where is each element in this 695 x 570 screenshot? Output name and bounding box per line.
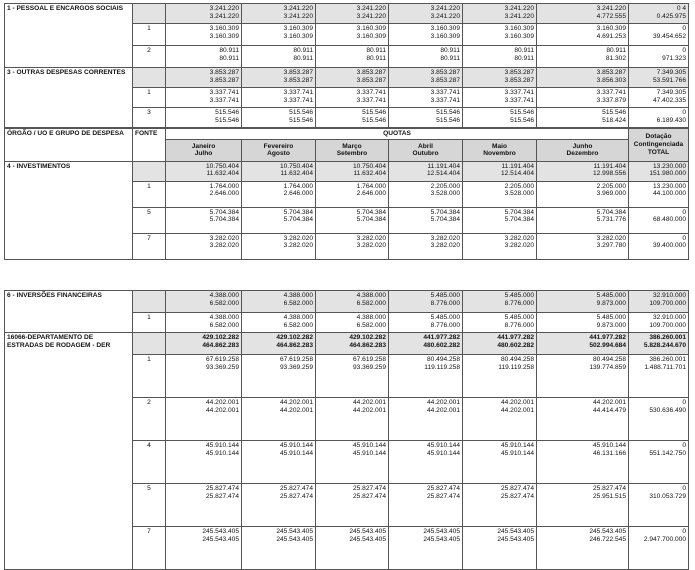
source-cell: 4 <box>133 441 166 484</box>
source-cell: 1 <box>133 24 166 46</box>
value-cell: 45.910.144 45.910.144 <box>166 441 242 484</box>
header-month: Janeiro Julho <box>166 139 242 161</box>
value-cell: 245.543.405 245.543.405 <box>316 527 389 570</box>
header-row-1 <box>5 129 689 140</box>
source-cell: 2 <box>133 398 166 441</box>
value-cell: 3.241.220 3.241.220 <box>389 4 463 24</box>
value-cell: 67.619.258 93.369.259 <box>242 355 316 398</box>
value-cell: 441.977.282 480.602.282 <box>389 333 463 355</box>
value-cell: 3.853.287 3.853.287 <box>166 68 242 88</box>
value-cell: 0 310.053.729 <box>629 484 689 527</box>
source-cell: 3 <box>133 108 166 128</box>
source-cell: 7 <box>133 527 166 570</box>
group-label: 1 - PESSOAL E ENCARGOS SOCIAIS <box>5 4 133 68</box>
source-cell: 1 <box>133 355 166 398</box>
value-cell: 515.546 518.424 <box>537 108 629 128</box>
source-cell: 5 <box>133 207 166 233</box>
value-cell: 3.853.287 3.853.287 <box>316 68 389 88</box>
value-cell: 80.494.258 139.774.859 <box>537 355 629 398</box>
value-cell: 245.543.405 245.543.405 <box>389 527 463 570</box>
value-cell: 245.543.405 245.543.405 <box>242 527 316 570</box>
budget-table-bottom <box>4 290 689 570</box>
budget-table-middle <box>4 128 689 260</box>
value-cell: 515.546 515.546 <box>463 108 537 128</box>
value-cell: 25.827.474 25.827.474 <box>166 484 242 527</box>
value-cell: 2.205.000 3.969.000 <box>537 181 629 207</box>
source-cell: 1 <box>133 88 166 108</box>
group-label: 4 - INVESTIMENTOS <box>5 161 133 259</box>
value-cell: 32.910.000 109.700.000 <box>629 291 689 313</box>
value-cell: 0 68.480.000 <box>629 207 689 233</box>
group-label: 16066-DEPARTAMENTO DE ESTRADAS DE RODAGEM - DER <box>5 333 133 570</box>
value-cell: 32.910.000 109.700.000 <box>629 313 689 333</box>
group-total-row <box>5 68 689 88</box>
value-cell: 0 2.947.700.000 <box>629 527 689 570</box>
value-cell: 80.911 80.911 <box>316 46 389 68</box>
value-cell: 45.910.144 45.910.144 <box>316 441 389 484</box>
header-orgao: ÓRGÃO / UO E GRUPO DE DESPESA <box>5 129 133 162</box>
value-cell: 80.911 80.911 <box>463 46 537 68</box>
value-cell: 3.282.020 3.282.020 <box>316 233 389 259</box>
value-cell: 515.546 515.546 <box>316 108 389 128</box>
value-cell: 44.202.001 44.202.001 <box>242 398 316 441</box>
value-cell: 3.241.220 3.241.220 <box>316 4 389 24</box>
value-cell: 3.282.020 3.282.020 <box>463 233 537 259</box>
value-cell: 5.485.000 8.776.000 <box>463 313 537 333</box>
value-cell: 25.827.474 25.827.474 <box>242 484 316 527</box>
value-cell: 1.764.000 2.646.000 <box>316 181 389 207</box>
header-month: Abril Outubro <box>389 139 463 161</box>
value-cell: 80.911 80.911 <box>166 46 242 68</box>
group-total-row <box>5 291 689 313</box>
value-cell: 3.282.020 3.282.020 <box>166 233 242 259</box>
value-cell: 3.853.287 3.856.303 <box>537 68 629 88</box>
value-cell: 3.853.287 3.853.287 <box>242 68 316 88</box>
value-cell: 0 39.454.652 <box>629 24 689 46</box>
value-cell: 0 551.142.750 <box>629 441 689 484</box>
value-cell: 3.160.309 3.160.309 <box>463 24 537 46</box>
value-cell: 3.337.741 3.337.879 <box>537 88 629 108</box>
header-fonte: FONTE <box>133 129 166 162</box>
value-cell: 5.485.000 8.776.000 <box>389 291 463 313</box>
value-cell: 25.827.474 25.827.474 <box>316 484 389 527</box>
value-cell: 3.241.220 3.241.220 <box>242 4 316 24</box>
value-cell: 3.160.309 4.691.253 <box>537 24 629 46</box>
value-cell: 3.160.309 3.160.309 <box>389 24 463 46</box>
value-cell: 44.202.001 44.202.001 <box>463 398 537 441</box>
value-cell: 3.241.220 4.772.555 <box>537 4 629 24</box>
group-label: 6 - INVERSÕES FINANCEIRAS <box>5 291 133 333</box>
value-cell: 515.546 515.546 <box>166 108 242 128</box>
value-cell: 4.388.000 6.582.000 <box>242 291 316 313</box>
value-cell: 5.704.384 5.731.776 <box>537 207 629 233</box>
value-cell: 3.160.309 3.160.309 <box>242 24 316 46</box>
value-cell: 3.337.741 3.337.741 <box>463 88 537 108</box>
value-cell: 3.160.309 3.160.309 <box>316 24 389 46</box>
value-cell: 5.704.384 5.704.384 <box>166 207 242 233</box>
value-cell: 441.977.282 502.994.684 <box>537 333 629 355</box>
source-cell: 7 <box>133 233 166 259</box>
value-cell: 4.388.000 6.582.000 <box>166 313 242 333</box>
value-cell: 44.202.001 44.202.001 <box>389 398 463 441</box>
header-dotacao: Dotação Contingenciada TOTAL <box>629 129 689 162</box>
value-cell: 4.388.000 6.582.000 <box>166 291 242 313</box>
value-cell: 3.241.220 3.241.220 <box>463 4 537 24</box>
value-cell: 44.202.001 44.202.001 <box>166 398 242 441</box>
value-cell: 45.910.144 46.131.166 <box>537 441 629 484</box>
value-cell: 5.485.000 8.776.000 <box>463 291 537 313</box>
source-cell: 1 <box>133 181 166 207</box>
value-cell: 3.160.309 3.160.309 <box>166 24 242 46</box>
header-month: Março Setembro <box>316 139 389 161</box>
value-cell: 245.543.405 245.543.405 <box>463 527 537 570</box>
source-cell: 2 <box>133 46 166 68</box>
value-cell: 5.704.384 5.704.384 <box>389 207 463 233</box>
value-cell: 5.485.000 8.776.000 <box>389 313 463 333</box>
value-cell: 0 39.400.000 <box>629 233 689 259</box>
group-total-row <box>5 161 689 181</box>
value-cell: 3.337.741 3.337.741 <box>389 88 463 108</box>
value-cell: 3.282.020 3.297.780 <box>537 233 629 259</box>
value-cell: 5.704.384 5.704.384 <box>242 207 316 233</box>
value-cell: 45.910.144 45.910.144 <box>242 441 316 484</box>
value-cell: 80.911 80.911 <box>389 46 463 68</box>
value-cell: 11.191.404 12.514.404 <box>463 161 537 181</box>
value-cell: 11.191.404 12.514.404 <box>389 161 463 181</box>
value-cell: 1.764.000 2.646.000 <box>242 181 316 207</box>
value-cell: 7.349.305 47.402.335 <box>629 88 689 108</box>
value-cell: 3.853.287 3.853.287 <box>463 68 537 88</box>
value-cell: 44.202.001 44.202.001 <box>316 398 389 441</box>
value-cell: 44.202.001 44.414.479 <box>537 398 629 441</box>
value-cell: 67.619.258 93.369.259 <box>316 355 389 398</box>
budget-table-top <box>4 3 689 128</box>
value-cell: 3.282.020 3.282.020 <box>242 233 316 259</box>
value-cell: 0 971.323 <box>629 46 689 68</box>
value-cell: 5.704.384 5.704.384 <box>316 207 389 233</box>
value-cell: 2.205.000 3.528.000 <box>389 181 463 207</box>
source-cell: 1 <box>133 313 166 333</box>
value-cell: 67.619.258 93.369.259 <box>166 355 242 398</box>
source-cell <box>133 4 166 24</box>
header-quotas: QUOTAS <box>166 129 629 140</box>
header-month: Fevereiro Agosto <box>242 139 316 161</box>
header-month: Maio Novembro <box>463 139 537 161</box>
value-cell: 10.750.404 11.632.404 <box>316 161 389 181</box>
value-cell: 386.260.001 5.828.244.670 <box>629 333 689 355</box>
group-total-row <box>5 333 689 355</box>
value-cell: 1.764.000 2.646.000 <box>166 181 242 207</box>
value-cell: 80.911 80.911 <box>242 46 316 68</box>
group-label: 3 - OUTRAS DESPESAS CORRENTES <box>5 68 133 128</box>
value-cell: 3.337.741 3.337.741 <box>242 88 316 108</box>
value-cell: 3.241.220 3.241.220 <box>166 4 242 24</box>
value-cell: 4.388.000 6.582.000 <box>316 291 389 313</box>
value-cell: 3.337.741 3.337.741 <box>316 88 389 108</box>
value-cell: 0 4 0.425.975 <box>629 4 689 24</box>
value-cell: 10.750.404 11.632.404 <box>242 161 316 181</box>
value-cell: 3.853.287 3.853.287 <box>389 68 463 88</box>
value-cell: 0 6.189.430 <box>629 108 689 128</box>
value-cell: 80.494.258 119.119.258 <box>389 355 463 398</box>
value-cell: 5.704.384 5.704.384 <box>463 207 537 233</box>
value-cell: 515.546 515.546 <box>242 108 316 128</box>
value-cell: 429.102.282 464.862.283 <box>242 333 316 355</box>
group-total-row <box>5 4 689 24</box>
source-cell <box>133 161 166 181</box>
header-month: Junho Dezembro <box>537 139 629 161</box>
value-cell: 25.827.474 25.827.474 <box>463 484 537 527</box>
value-cell: 386.260.001 1.488.711.701 <box>629 355 689 398</box>
value-cell: 45.910.144 45.910.144 <box>389 441 463 484</box>
value-cell: 4.388.000 6.582.000 <box>316 313 389 333</box>
value-cell: 80.494.258 119.119.258 <box>463 355 537 398</box>
value-cell: 441.977.282 480.602.282 <box>463 333 537 355</box>
value-cell: 245.543.405 245.543.405 <box>166 527 242 570</box>
value-cell: 3.282.020 3.282.020 <box>389 233 463 259</box>
value-cell: 429.102.282 464.862.283 <box>166 333 242 355</box>
value-cell: 80.911 81.302 <box>537 46 629 68</box>
value-cell: 0 530.636.490 <box>629 398 689 441</box>
value-cell: 13.230.000 151.980.000 <box>629 161 689 181</box>
value-cell: 10.750.404 11.632.404 <box>166 161 242 181</box>
source-cell <box>133 333 166 355</box>
value-cell: 429.102.282 464.862.283 <box>316 333 389 355</box>
value-cell: 245.543.405 246.722.545 <box>537 527 629 570</box>
value-cell: 2.205.000 3.528.000 <box>463 181 537 207</box>
value-cell: 3.337.741 3.337.741 <box>166 88 242 108</box>
value-cell: 515.546 515.546 <box>389 108 463 128</box>
value-cell: 25.827.474 25.951.515 <box>537 484 629 527</box>
value-cell: 7.349.305 53.591.766 <box>629 68 689 88</box>
value-cell: 45.910.144 45.910.144 <box>463 441 537 484</box>
value-cell: 4.388.000 6.582.000 <box>242 313 316 333</box>
source-cell <box>133 68 166 88</box>
value-cell: 13.230.000 44.100.000 <box>629 181 689 207</box>
value-cell: 5.485.000 9.873.000 <box>537 291 629 313</box>
value-cell: 11.191.404 12.998.556 <box>537 161 629 181</box>
source-cell <box>133 291 166 313</box>
value-cell: 5.485.000 9.873.000 <box>537 313 629 333</box>
source-cell: 5 <box>133 484 166 527</box>
value-cell: 25.827.474 25.827.474 <box>389 484 463 527</box>
